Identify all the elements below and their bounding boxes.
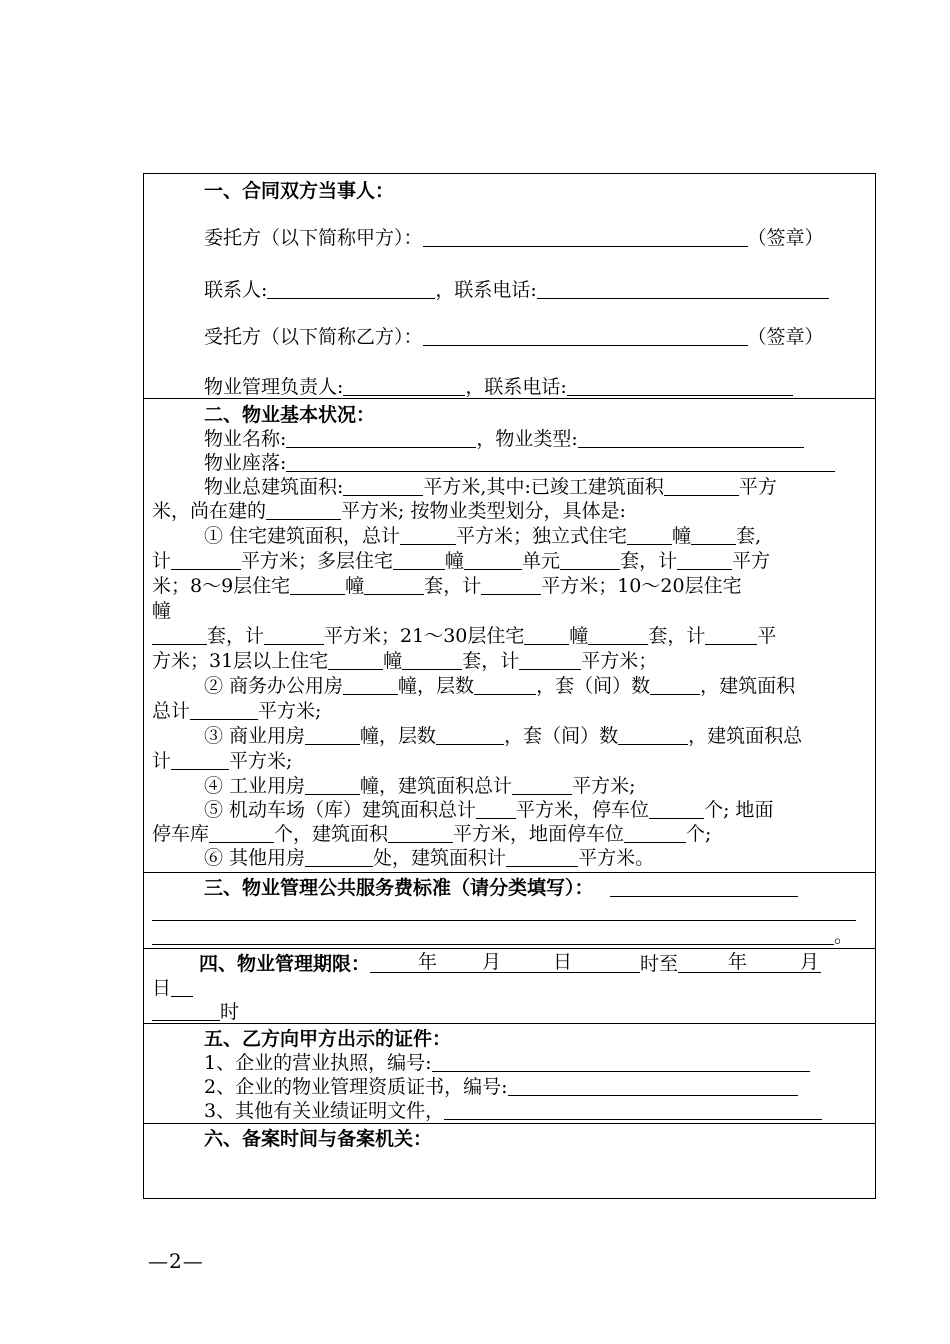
text: 月 [800, 951, 820, 973]
text: 个; [686, 823, 712, 845]
property-name-field[interactable] [286, 428, 476, 448]
term-start-field[interactable] [370, 953, 640, 973]
field[interactable] [190, 700, 258, 720]
phone2-field[interactable] [567, 376, 793, 396]
qualification-field[interactable] [508, 1076, 798, 1096]
field[interactable] [436, 725, 504, 745]
field[interactable] [328, 650, 383, 670]
residential-row-6 [152, 649, 657, 673]
section3-title: 三、物业管理公共服务费标准（请分类填写）： [204, 877, 594, 899]
divider [144, 1023, 875, 1024]
divider [144, 948, 875, 949]
text: 平方米; 按物业类型划分，具体是: [341, 500, 626, 522]
license-row [204, 1051, 810, 1075]
field[interactable] [209, 823, 274, 843]
agent-label: 受托方（以下简称乙方）： [204, 326, 423, 348]
text: 套，计 [424, 575, 482, 597]
text: 平方 [738, 476, 777, 498]
field[interactable] [305, 847, 373, 867]
text: 平方米; [258, 700, 322, 722]
industrial-row [204, 774, 635, 798]
contact-row [204, 278, 829, 302]
text: 平方 [732, 550, 771, 572]
field[interactable] [650, 675, 700, 695]
residential-row [204, 524, 761, 548]
location-field[interactable] [286, 452, 835, 472]
field[interactable] [519, 650, 581, 670]
text: 平方米；21～30层住宅 [324, 625, 525, 647]
fee-row-3 [152, 924, 853, 948]
field[interactable] [388, 823, 453, 843]
qualification-row [204, 1075, 798, 1099]
area-row [204, 475, 777, 499]
location-row [204, 451, 835, 475]
term-row-3 [152, 1000, 239, 1024]
text: 套，计 [462, 650, 520, 672]
text: 计 [152, 550, 172, 572]
field[interactable] [171, 977, 193, 997]
phone2-label: ，联系电话: [465, 376, 567, 398]
text: 平方米，停车位 [516, 799, 650, 821]
field[interactable] [588, 625, 648, 645]
text: 年 [418, 951, 438, 973]
text: 平方米； [581, 650, 658, 672]
text: 幢 [383, 650, 403, 672]
term-row [199, 952, 821, 976]
text: 单元 [522, 550, 561, 572]
text: 套, [736, 525, 762, 547]
text: ，建筑面积 [700, 675, 796, 697]
agent-row [204, 325, 824, 349]
text: 处，建筑面积计 [373, 847, 507, 869]
text: 幢 [445, 550, 465, 572]
term-end-field[interactable] [678, 953, 821, 973]
office-row [204, 674, 795, 698]
text: 米，尚在建的 [152, 500, 267, 522]
office-row-2 [152, 699, 321, 723]
text: 3、其他有关业绩证明文件， [204, 1100, 445, 1122]
other-docs-field[interactable] [444, 1100, 822, 1120]
text: ③ 商业用房 [204, 725, 306, 747]
section6-title: 六、备案时间与备案机关： [204, 1128, 433, 1150]
field[interactable] [560, 550, 620, 570]
text: 总计 [152, 700, 191, 722]
text: 幢 [345, 575, 365, 597]
text: 时 [220, 1001, 240, 1023]
text: 平方米,其中:已竣工建筑面积 [423, 476, 664, 498]
text: ⑥ 其他用房 [204, 847, 306, 869]
fee-field-1[interactable] [610, 877, 798, 897]
residential-row-4 [152, 599, 171, 623]
commercial-row [204, 724, 802, 748]
text: 幢 [672, 525, 692, 547]
text: ⑤ 机动车场（库）建筑面积总计 [204, 799, 477, 821]
field[interactable] [691, 525, 736, 545]
text: 个; 地面 [704, 799, 774, 821]
text: ，套（间）数 [504, 725, 619, 747]
fee-row-2 [152, 900, 856, 924]
fee-field-3[interactable] [152, 925, 834, 945]
name-label: 物业名称: [204, 428, 287, 450]
residential-row-5 [152, 624, 776, 648]
text: ，建筑面积总 [688, 725, 803, 747]
text: 套，计 [620, 550, 678, 572]
divider [144, 1123, 875, 1124]
section4-title: 四、物业管理期限： [199, 953, 371, 975]
text: 米；8～9层住宅 [152, 575, 291, 597]
text: 平方米；10～20层住宅 [541, 575, 742, 597]
other-docs-row [204, 1099, 822, 1123]
field[interactable] [152, 625, 207, 645]
text: ，套（间）数 [536, 675, 651, 697]
field[interactable] [290, 575, 345, 595]
field[interactable] [402, 650, 462, 670]
residential-row-2 [152, 549, 770, 573]
property-type-field[interactable] [578, 428, 804, 448]
text: 计 [152, 750, 172, 772]
commercial-row-2 [152, 749, 292, 773]
field[interactable] [343, 675, 398, 695]
parking-row [204, 798, 774, 822]
field[interactable] [624, 823, 686, 843]
text: 1、企业的营业执照，编号: [204, 1052, 432, 1074]
field[interactable] [171, 550, 241, 570]
text: 物业总建筑面积: [204, 476, 344, 498]
field[interactable] [364, 575, 424, 595]
form-table [143, 173, 876, 1199]
field[interactable] [474, 675, 536, 695]
area-row-2 [152, 499, 626, 523]
principal-label: 委托方（以下简称甲方）： [204, 227, 423, 249]
phone1-label: ，联系电话: [435, 279, 537, 301]
text: 平方米。 [578, 847, 655, 869]
field[interactable] [481, 575, 541, 595]
contact-label: 联系人: [204, 279, 268, 301]
parking-row-2 [152, 822, 711, 846]
field[interactable] [264, 625, 324, 645]
text: 停车库 [152, 823, 210, 845]
text: 年 [728, 951, 748, 973]
field[interactable] [343, 476, 423, 496]
text: ④ 工业用房 [204, 775, 306, 797]
field[interactable] [305, 775, 360, 795]
divider [144, 872, 875, 873]
text: 幢，层数 [398, 675, 475, 697]
field[interactable] [171, 750, 229, 770]
fee-field-2[interactable] [152, 901, 856, 921]
field[interactable] [618, 725, 688, 745]
field[interactable] [476, 799, 516, 819]
text: 日 [553, 951, 573, 973]
text: ② 商务办公用房 [204, 675, 344, 697]
manager-label: 物业管理负责人: [204, 376, 344, 398]
section2-title: 二、物业基本状况： [204, 404, 376, 426]
field[interactable] [677, 550, 732, 570]
license-field[interactable] [432, 1052, 810, 1072]
text: 日 [152, 977, 172, 999]
field[interactable] [400, 525, 456, 545]
field[interactable] [664, 476, 739, 496]
text: 平 [757, 625, 777, 647]
phone1-field[interactable] [537, 279, 829, 299]
field[interactable] [705, 625, 757, 645]
type-label: ，物业类型: [476, 428, 578, 450]
text: 平方米; [229, 750, 293, 772]
divider [144, 398, 875, 399]
name-row [204, 427, 804, 451]
location-label: 物业座落: [204, 452, 287, 474]
manager-field[interactable] [343, 376, 465, 396]
field[interactable] [464, 550, 522, 570]
text: 套，计 [648, 625, 706, 647]
text: 平方米，地面停车位 [453, 823, 625, 845]
text: 平方米；多层住宅 [241, 550, 394, 572]
field[interactable] [305, 725, 360, 745]
residential-row-3 [152, 574, 742, 598]
text: 方米；31层以上住宅 [152, 650, 329, 672]
hour-field[interactable] [152, 1001, 220, 1021]
field[interactable] [649, 799, 704, 819]
text: 平方米；独立式住宅 [456, 525, 628, 547]
field[interactable] [266, 500, 341, 520]
text: 幢，层数 [360, 725, 437, 747]
field[interactable] [393, 550, 445, 570]
text: 幢，建筑面积总计 [360, 775, 513, 797]
field[interactable] [524, 625, 569, 645]
manager-row [204, 375, 793, 399]
field[interactable] [506, 847, 578, 867]
term-row-2 [152, 976, 193, 1000]
text: 套，计 [207, 625, 265, 647]
section1-title: 一、合同双方当事人： [204, 180, 395, 202]
page-number: —2— [148, 1249, 204, 1273]
text: 平方米; [572, 775, 636, 797]
text: 月 [482, 951, 502, 973]
section3-row [204, 876, 798, 900]
seal1-label: （签章） [747, 227, 824, 249]
agent-field[interactable] [423, 326, 748, 346]
other-row [204, 846, 654, 870]
text: ① 住宅建筑面积，总计 [204, 525, 401, 547]
field[interactable] [512, 775, 572, 795]
contact-field[interactable] [267, 279, 435, 299]
text: 个，建筑面积 [274, 823, 389, 845]
text: 时至 [640, 953, 679, 975]
principal-field[interactable] [423, 227, 748, 247]
text: 幢 [569, 625, 589, 647]
principal-row [204, 226, 824, 250]
section5-title: 五、乙方向甲方出示的证件： [204, 1028, 452, 1050]
field[interactable] [627, 525, 672, 545]
seal2-label: （签章） [747, 326, 824, 348]
text: 幢 [152, 600, 172, 622]
text: 。 [834, 925, 854, 947]
text: 2、企业的物业管理资质证书，编号: [204, 1076, 508, 1098]
